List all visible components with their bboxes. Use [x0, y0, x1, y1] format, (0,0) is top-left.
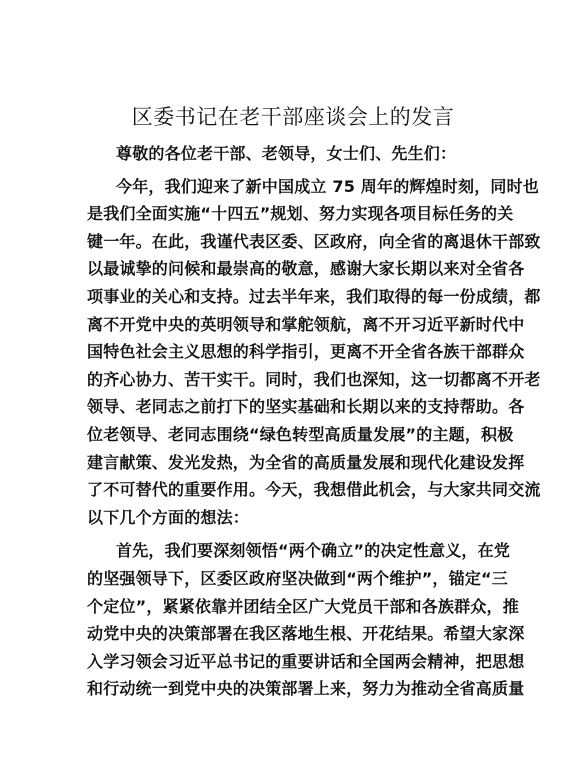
text-line: 和行动统一到党中央的决策部署上来，努力为推动全省高质量 — [87, 679, 525, 699]
text-line: 动党中央的决策部署在我区落地生根、开花结果。希望大家深 — [87, 624, 525, 644]
text-line: 国特色社会主义思想的科学指引，更离不开全省各族干部群众 — [87, 342, 525, 362]
text-line: 的齐心协力、苦干实干。同时，我们也深知，这一切都离不开老 — [87, 369, 541, 389]
text-line: 入学习领会习近平总书记的重要讲话和全国两会精神，把思想 — [87, 651, 525, 671]
text-line: 首先，我们要深刻领悟“两个确立”的决定性意义，在党 — [116, 541, 511, 561]
paragraph-1 — [87, 173, 541, 532]
text-line: 项事业的关心和支持。过去半年来，我们取得的每一份成绩，都 — [87, 286, 541, 306]
text-line: 今年，我们迎来了新中国成立 75 周年的辉煌时刻，同时也 — [116, 176, 540, 196]
text-line: 是我们全面实施“十四五”规划、努力实现各项目标任务的关 — [87, 204, 514, 224]
text-line: 以最诚挚的问候和最崇高的敬意，感谢大家长期以来对全省各 — [87, 259, 525, 279]
text-line: 个定位”，紧紧依靠并团结全区广大党员干部和各族群众，推 — [87, 596, 519, 616]
text-line: 离不开党中央的英明领导和掌舵领航，离不开习近平新时代中 — [87, 314, 525, 334]
text-line: 领导、老同志之前打下的坚实基础和长期以来的支持帮助。各 — [87, 397, 525, 417]
text-line: 位老领导、老同志围绕“绿色转型高质量发展”的主题，积极 — [87, 424, 514, 444]
document-title: 区委书记在老干部座谈会上的发言 — [131, 105, 455, 129]
text-line: 键一年。在此，我谨代表区委、区政府，向全省的离退休干部致 — [87, 231, 541, 251]
text-line: 了不可替代的重要作用。今天，我想借此机会，与大家共同交流 — [87, 480, 541, 500]
paragraph-2 — [87, 537, 525, 703]
greeting: 尊敬的各位老干部、老领导，女士们、先生们： — [116, 144, 457, 163]
text-line: 以下几个方面的想法： — [87, 507, 250, 527]
text-line: 建言献策、发光发热，为全省的高质量发展和现代化建设发挥 — [87, 452, 525, 472]
document-body — [87, 140, 541, 703]
text-line: 的坚强领导下，区委区政府坚决做到“两个维护”，锚定“三 — [87, 568, 508, 588]
